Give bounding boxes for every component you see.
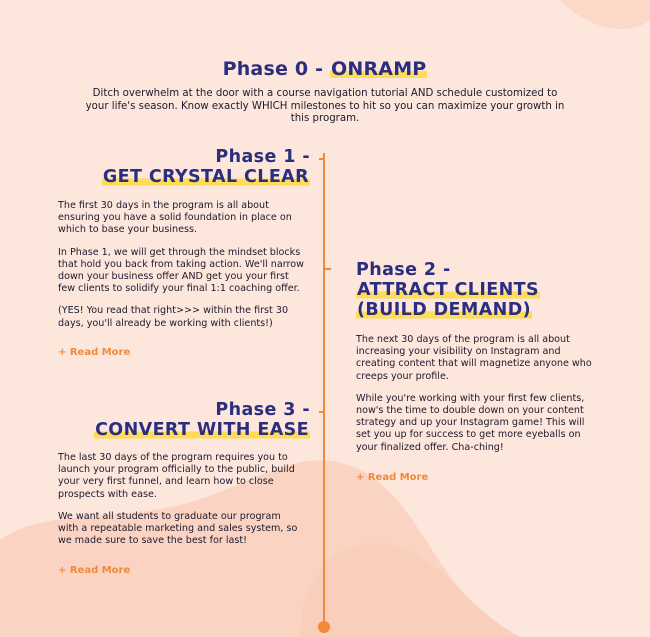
- phase-2-title-line-1: ATTRACT CLIENTS: [357, 280, 539, 300]
- timeline-end-dot: [318, 621, 330, 633]
- phase-1-paragraph: (YES! You read that right>>> within the first 30 days, you'll already be working with clients!): [58, 305, 289, 329]
- phase-1-body: [58, 200, 304, 330]
- phase-0-label: Phase 0 -: [222, 58, 330, 80]
- phase-1-label: Phase 1 -: [215, 147, 310, 167]
- phase-1-paragraph: The first 30 days in the program is all about ensuring you have a solid foundation in place on which to base your business.: [58, 200, 292, 236]
- phase-3-body: [58, 452, 304, 547]
- phase-3-heading: [58, 400, 310, 440]
- phase-2-body: [356, 334, 602, 454]
- phase-3-paragraph: The last 30 days of the program requires you to launch your program officially to the public, build your very first funnel, and learn how to close prospects with ease.: [58, 452, 295, 500]
- phase-3-title: CONVERT WITH EASE: [95, 420, 309, 440]
- timeline-tick-phase-2: [325, 268, 331, 270]
- phase-2-title-line-2: (BUILD DEMAND): [357, 300, 532, 320]
- page-header: [0, 58, 650, 126]
- phase-2-heading: [356, 260, 606, 320]
- phase-1-paragraph: In Phase 1, we will get through the mindset blocks that hold you back from taking action. We'll narrow down your business offer AND get you your first few clients to solidify your final 1:1 coaching offer.: [58, 246, 304, 295]
- phase-3-paragraph: We want all students to graduate our program with a repeatable marketing and sales system, so we made sure to save the best for last!: [58, 510, 298, 547]
- phase-3-read-more-link[interactable]: + Read More: [58, 565, 131, 577]
- phase-1-read-more-link[interactable]: + Read More: [58, 346, 131, 358]
- timeline-tick-phase-1: [319, 158, 325, 160]
- phase-0-highlight: ONRAMP: [331, 58, 427, 80]
- phase-1-heading: [58, 147, 310, 187]
- phase-2-read-more-link[interactable]: + Read More: [356, 471, 429, 483]
- phase-2-card: [356, 260, 606, 484]
- phase-1-card: [58, 147, 310, 359]
- phase-0-description: Ditch overwhelm at the door with a course navigation tutorial AND schedule customized to your life's season. Know exactly WHICH milestones to hit so you can maximize your growth in this program.: [85, 88, 565, 124]
- timeline-line: [323, 153, 325, 628]
- phase-2-paragraph: The next 30 days of the program is all about increasing your visibility on Instagram and creating content that will magnetize anyone who creeps your profile.: [356, 334, 592, 382]
- timeline-tick-phase-3: [319, 411, 325, 413]
- phase-3-label: Phase 3 -: [215, 400, 310, 420]
- phase-0-title: [0, 58, 650, 80]
- phase-3-card: [58, 400, 310, 577]
- phase-2-paragraph: While you're working with your first few clients, now's the time to double down on your content strategy and up your Instagram game! This will set you up for success to get more eyeballs on your finalized offer. Cha-ching!: [356, 392, 585, 453]
- phase-1-title: GET CRYSTAL CLEAR: [102, 167, 309, 187]
- phase-2-label: Phase 2 -: [356, 260, 451, 280]
